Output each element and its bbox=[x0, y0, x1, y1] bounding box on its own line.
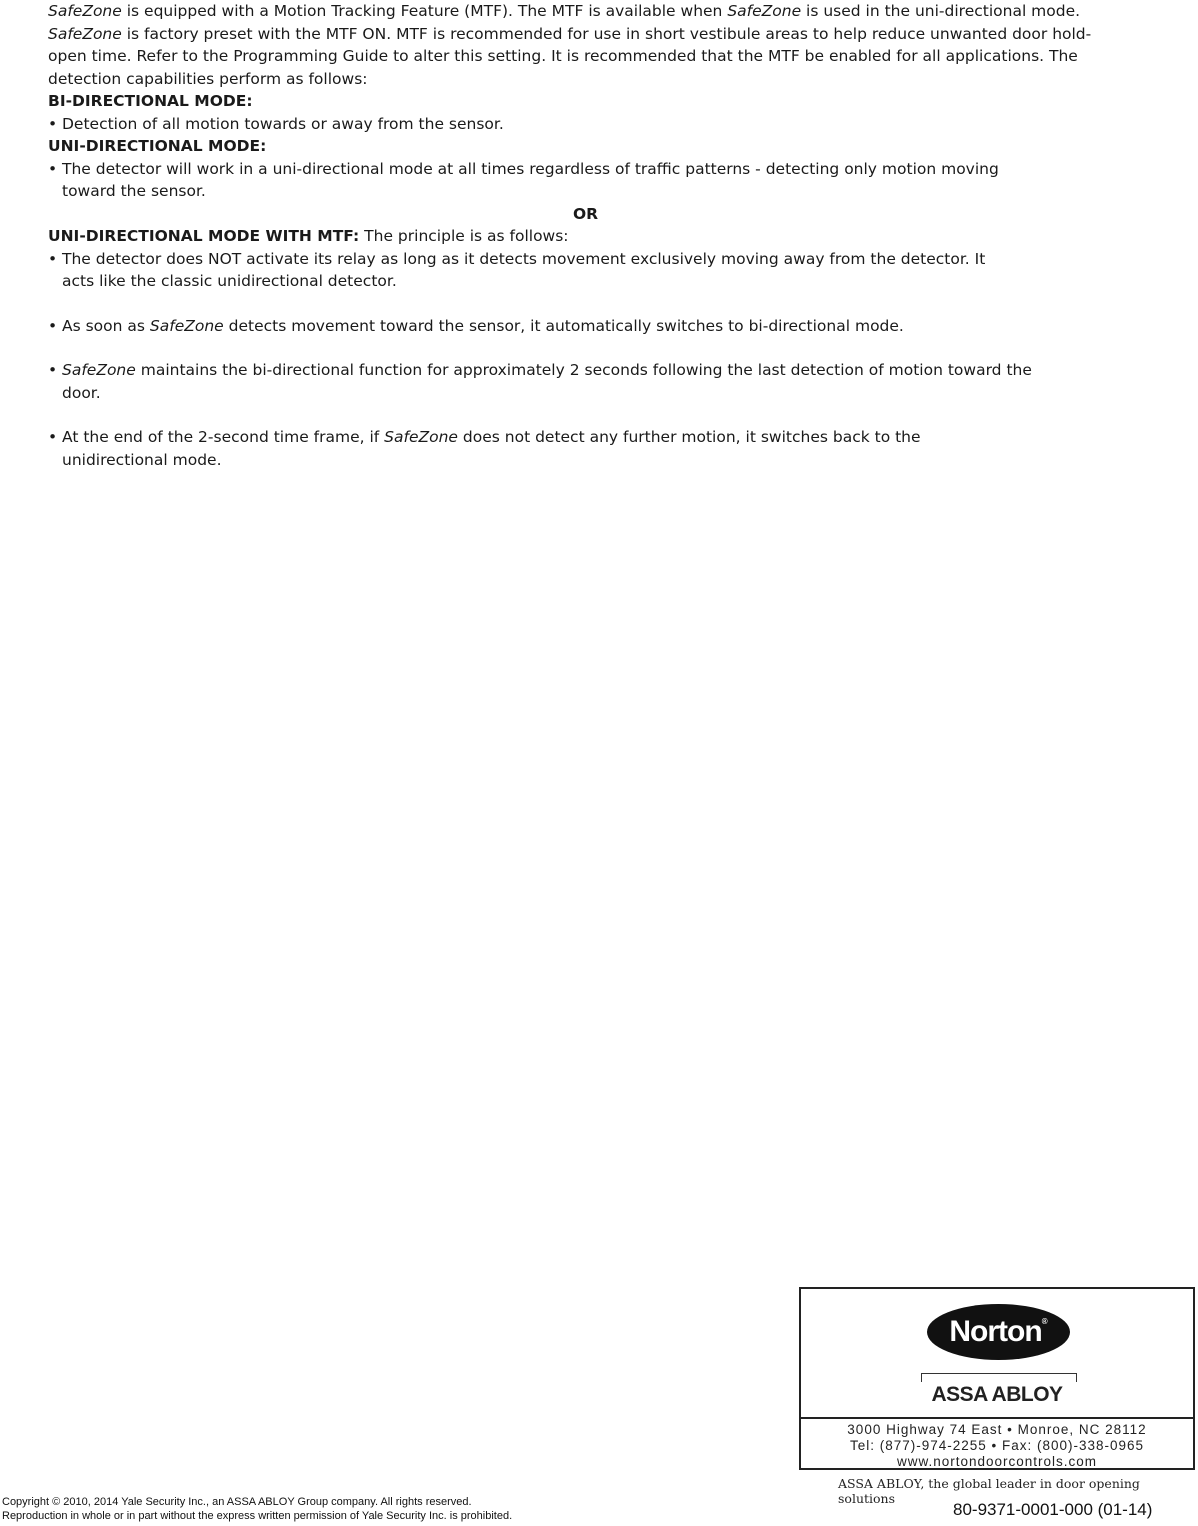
bi-bullet-1: • Detection of all motion towards or away from the sensor. bbox=[48, 113, 1098, 136]
mtf-heading-line: UNI-DIRECTIONAL MODE WITH MTF: The principle is as follows: bbox=[48, 227, 569, 245]
tagline: ASSA ABLOY, the global leader in door opening solutions bbox=[838, 1476, 1140, 1506]
norton-logo: Norton® bbox=[927, 1304, 1070, 1360]
copyright-notice: Copyright © 2010, 2014 Yale Security Inc., an ASSA ABLOY Group company. All rights reserved. Reproduction in whole or in part without the express written permission of Yale Security Inc. is prohibited. bbox=[2, 1496, 513, 1522]
address: 3000 Highway 74 East • Monroe, NC 28112 bbox=[847, 1422, 1147, 1437]
bullet-icon: • bbox=[48, 159, 58, 178]
phone-fax: Tel: (877)-974-2255 • Fax: (800)-338-0965 bbox=[849, 1438, 1145, 1453]
brand-name: SafeZone bbox=[48, 2, 122, 20]
bi-directional-heading: BI-DIRECTIONAL MODE: bbox=[48, 92, 253, 110]
intro-paragraph: SafeZone is equipped with a Motion Tracking Feature (MTF). The MTF is available when SafeZone is used in the uni-directional mode. SafeZone is factory preset with the MTF ON. MTF is recommended for use in short vestibule areas to help reduce unwanted door hold-open time. Refer to the Programming Guide to alter this setting. It is recommended that the MTF be enabled for all applications. The detection capabilities perform as follows: bbox=[48, 2, 1092, 88]
mtf-heading: UNI-DIRECTIONAL MODE WITH MTF: bbox=[48, 227, 360, 245]
bullet-icon: • bbox=[48, 316, 58, 335]
bullet-icon: • bbox=[48, 249, 58, 268]
uni-bullet-1: • The detector will work in a uni-directional mode at all times regardless of traffic patterns - detecting only motion moving toward the sensor. bbox=[48, 158, 1098, 203]
logo-area bbox=[801, 1289, 1193, 1417]
or-separator: OR bbox=[572, 204, 599, 223]
mtf-bullet-3: • SafeZone maintains the bi-directional function for approximately 2 seconds following the last detection of motion toward the door. bbox=[48, 359, 1098, 404]
mtf-bullet-1: • The detector does NOT activate its relay as long as it detects movement exclusively moving away from the detector. It acts like the classic unidirectional detector. bbox=[48, 248, 1098, 293]
mtf-bullet-4: • At the end of the 2-second time frame, if SafeZone does not detect any further motion, it switches back to the unidirectional mode. bbox=[48, 426, 1098, 471]
mtf-bullet-2: • As soon as SafeZone detects movement toward the sensor, it automatically switches to bi-directional mode. bbox=[48, 315, 1098, 338]
document-number: 80-9371-0001-000 (01-14) bbox=[953, 1500, 1153, 1519]
bullet-icon: • bbox=[48, 428, 58, 446]
document-body bbox=[48, 0, 1098, 471]
norton-contact-box bbox=[799, 1287, 1195, 1470]
website-link[interactable]: www.nortondoorcontrols.com bbox=[896, 1454, 1098, 1469]
address-strip bbox=[801, 1417, 1193, 1470]
assa-abloy-logo: ASSA ABLOY bbox=[931, 1383, 1063, 1406]
bullet-icon: • bbox=[48, 361, 58, 379]
uni-directional-heading: UNI-DIRECTIONAL MODE: bbox=[48, 137, 267, 155]
bullet-icon: • bbox=[48, 114, 58, 133]
logo-bracket bbox=[921, 1373, 1077, 1382]
